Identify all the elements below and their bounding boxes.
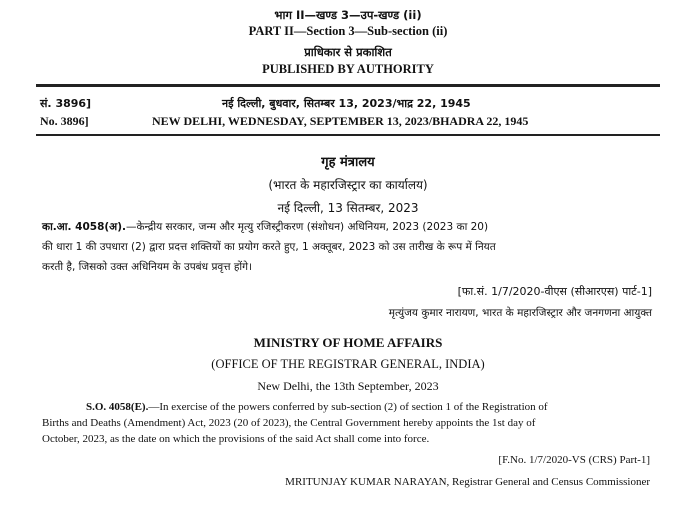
issue-rule — [36, 134, 660, 136]
so-number-hindi: का.आ. 4058(अ). — [42, 221, 126, 233]
ministry-hindi: गृह मंत्रालय — [321, 155, 375, 170]
file-number-hindi: [फा.सं. 1/7/2020-वीएस (सीआरएस) पार्ट-1] — [457, 285, 652, 298]
authority-english: PUBLISHED BY AUTHORITY — [262, 62, 434, 76]
order-line-2-hindi: की धारा 1 की उपधारा (2) द्वारा प्रदत्त शक्तियों का प्रयोग करते हुए, 1 अक्तूबर, 2023 को उस तारीख के रूप में नियत — [42, 241, 496, 253]
authority-hindi: प्राधिकार से प्रकाशित — [304, 45, 392, 59]
order-text-1-english: —In exercise of the powers conferred by sub-section (2) of section 1 of the Registration of — [148, 401, 548, 413]
date-english: New Delhi, the 13th September, 2023 — [257, 379, 439, 393]
date-hindi: नई दिल्ली, 13 सितम्बर, 2023 — [277, 201, 419, 215]
order-line-3-hindi: करती है, जिसको उक्त अधिनियम के उपबंध प्रवृत्त होंगे। — [42, 261, 253, 273]
ministry-english: MINISTRY OF HOME AFFAIRS — [253, 335, 443, 350]
office-hindi: (भारत के महारजिस्ट्रार का कार्यालय) — [268, 178, 428, 192]
order-line-2-english: Births and Deaths (Amendment) Act, 2023 (20 of 2023), the Central Government hereby appoints the 1st day of — [42, 417, 536, 429]
part-title-english: PART II—Section 3—Sub-section (ii) — [248, 24, 448, 38]
issue-number-hindi: सं. 3896] — [40, 97, 92, 110]
order-line-1-hindi — [42, 220, 488, 234]
issue-date-english: NEW DELHI, WEDNESDAY, SEPTEMBER 13, 2023/BHADRA 22, 1945 — [152, 114, 529, 128]
issue-number-english: No. 3896] — [40, 114, 89, 128]
part-title-hindi: भाग II—खण्ड 3—उप-खण्ड (ii) — [274, 8, 422, 22]
file-number-english: [F.No. 1/7/2020-VS (CRS) Part-1] — [498, 454, 650, 466]
order-line-1-english — [86, 401, 548, 413]
top-rule — [36, 84, 660, 87]
order-text-1-hindi: —केन्द्रीय सरकार, जन्म और मृत्यु रजिस्ट्रीकरण (संशोधन) अधिनियम, 2023 (2023 का 20) — [125, 221, 489, 233]
office-english: (OFFICE OF THE REGISTRAR GENERAL, INDIA) — [211, 357, 485, 371]
issue-date-hindi: नई दिल्ली, बुधवार, सितम्बर 13, 2023/भाद्र 22, 1945 — [222, 97, 471, 110]
signatory-english: MRITUNJAY KUMAR NARAYAN, Registrar General and Census Commissioner — [285, 476, 650, 488]
signatory-hindi: मृत्युंजय कुमार नारायण, भारत के महारजिस्ट्रार और जनगणना आयुक्त — [388, 307, 652, 319]
so-number-english: S.O. 4058(E). — [86, 401, 149, 413]
order-line-3-english: October, 2023, as the date on which the provisions of the said Act shall come into force. — [42, 433, 430, 445]
